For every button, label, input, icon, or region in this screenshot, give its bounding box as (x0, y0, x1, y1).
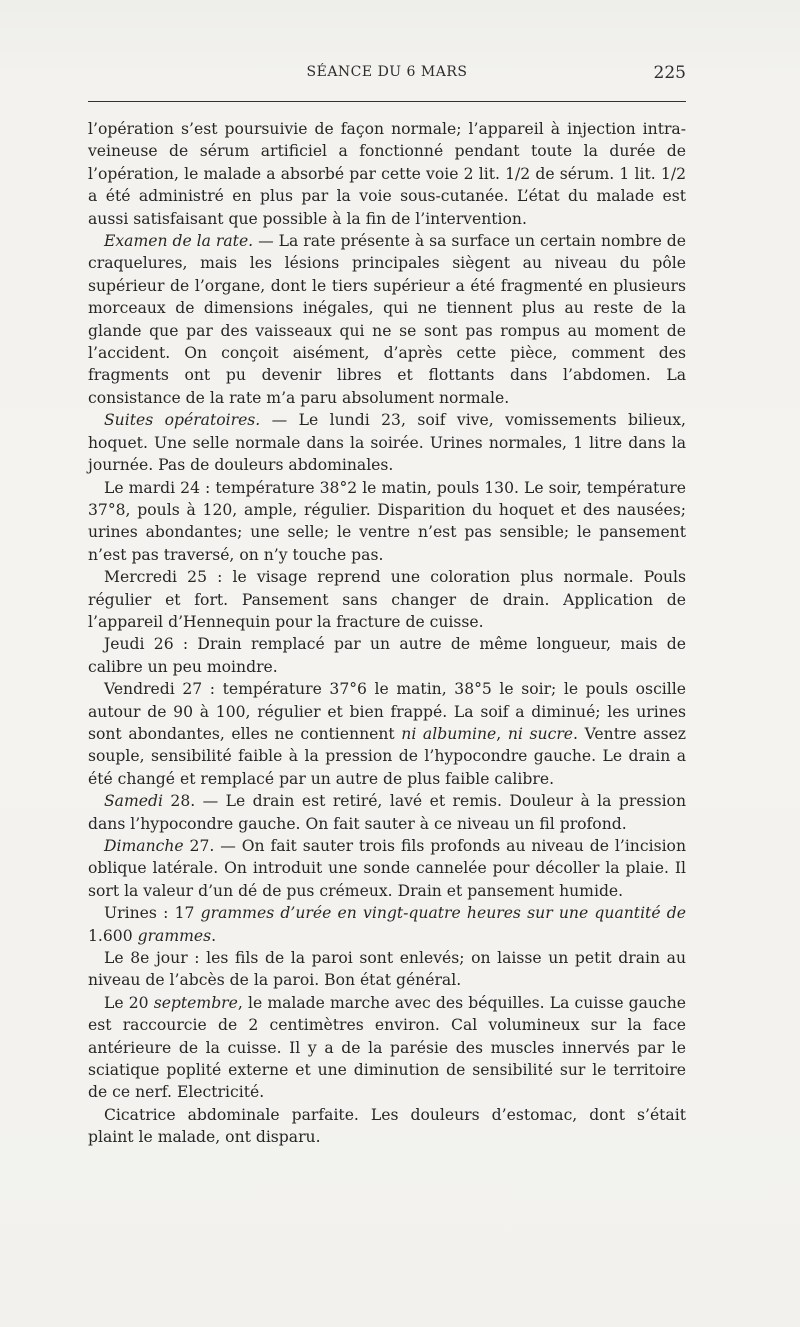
paragraph-text: . Ventre assez souple, sensibilité faible à la pression de l’hypocondre gauche. Le drain a été changé et remplacé par un autre de plus faible calibre. (88, 724, 687, 788)
paragraph-cicatrice (88, 1104, 686, 1149)
paragraph-text: Le 20 (104, 993, 154, 1012)
paragraph-vendredi (88, 678, 686, 790)
paragraph-text: Jeudi 26 : Drain remplacé par un autre de même longueur, mais de calibre un peu moindre. (88, 635, 686, 676)
paragraph-text: 28. — Le drain est retiré, lavé et remis. Douleur à la pression dans l’hypocondre gauche. On fait sauter à ce niveau un fil profond. (88, 792, 686, 833)
paragraph-text: 27. — On fait sauter trois fils profonds au niveau de l’incision oblique latérale. On introduit une sonde cannelée pour décoller la plaie. Il sort la valeur d’un dé de pus crémeux. Drain et pansement humide. (88, 837, 686, 900)
paragraph-mercredi (88, 566, 686, 633)
paragraph-lead-italic: Examen de la rate. (104, 232, 254, 251)
paragraph-text: Le mardi 24 : température 38°2 le matin, pouls 130. Le soir, température 37°8, pouls à 120, ample, régulier. Disparition du hoquet et des nausées; urines abondantes; une selle; le ventre n’est pas sensible; le pansement n’est pas traversé, on n’y touche pas. (88, 478, 686, 564)
paragraph-text: Vendredi 27 : température 37°6 le matin, 38°5 le soir; le pouls oscille autour de 90 à 100, régulier et bien frappé. La soif a diminué; les urines sont abondantes, elles ne contiennent (88, 680, 686, 743)
paragraph-italic: grammes (137, 926, 212, 945)
paragraph-italic: ni albumine (401, 724, 497, 743)
paragraph-text: Urines : 17 (104, 904, 201, 923)
paragraph-text: , le malade marche avec des béquilles. La cuisse gauche est raccourcie de 2 centimètres environ. Cal volumineux sur la face antérieure de la cuisse. Il y a de la parésie des muscles innervés par le sciatique poplité externe et une diminution de sensibilité sur le territoire de ce nerf. Electricité. (88, 993, 687, 1102)
page-number: 225 (653, 63, 686, 83)
page-header (88, 64, 686, 86)
paragraph-italic: septembre (153, 993, 238, 1012)
paragraph-text: Le 8e jour : les fils de la paroi sont enlevés; on laisse un petit drain au niveau de l’abcès de la paroi. Bon état général. (88, 949, 686, 990)
paragraph-text: Cicatrice abdominale parfaite. Les douleurs d’estomac, dont s’était plaint le malade, ont disparu. (88, 1105, 686, 1147)
header-rule (88, 101, 686, 102)
paragraph-italic: ni sucre (507, 724, 574, 743)
paragraph-text: l’opération s’est poursuivie de façon normale; l’appareil à injection intra-veineuse de sérum artificiel a fonctionné pendant toute la durée de l’opération, le malade a absorbé par cette voie 2 lit. 1/2 de sérum. 1 lit. 1/2 a été administré en plus par la voie sous-cutanée. L’état du malade est aussi satisfaisant que possible à la fin de l’intervention. (88, 120, 686, 228)
paragraph-text: — La rate présente à sa surface un certain nombre de craquelures, mais les lésions principales siègent au niveau du pôle supérieur de l’organe, dont le tiers supérieur a été fragmenté en plusieurs morceaux de dimensions inégales, qui ne tiennent plus au reste de la glande que par des vaisseaux qui ne se sont pas rompus au moment de l’accident. On conçoit aisément, d’après cette pièce, comment des fragments ont pu devenir libres et flottants dans l’abdomen. La consistance de la rate m’a paru absolument normale. (88, 232, 687, 407)
paragraph-septembre (88, 992, 686, 1104)
paragraph-suites-operatoires (88, 409, 686, 476)
body-text (88, 118, 686, 1149)
paragraph-text: , (496, 724, 508, 743)
paragraph-mardi (88, 477, 686, 567)
paragraph-dimanche (88, 835, 686, 902)
paragraph-text: — Le lundi 23, soif vive, vomissements bilieux, hoquet. Une selle normale dans la soirée. Urines normales, 1 litre dans la journée. Pas de douleurs abdominales. (88, 411, 686, 475)
paragraph-examen-rate (88, 230, 686, 409)
paragraph-urines (88, 902, 686, 947)
running-title: SÉANCE DU 6 MARS (306, 64, 468, 80)
paragraph-lead-italic: Dimanche (104, 837, 184, 855)
paragraph-jeudi (88, 633, 686, 678)
paragraph-text: . (211, 926, 217, 945)
paragraph-italic: grammes d’urée en vingt-quatre heures sur une quantité de (200, 904, 686, 923)
paragraph-samedi (88, 790, 686, 835)
paragraph-operation-continued (88, 118, 686, 230)
paragraph-text: Mercredi 25 : le visage reprend une coloration plus normale. Pouls régulier et fort. Pansement sans changer de drain. Application de l’appareil d’Hennequin pour la fracture de cuisse. (88, 568, 686, 631)
paragraph-text: 1.600 (88, 926, 138, 945)
paragraph-huitieme-jour (88, 947, 686, 992)
paragraph-lead-italic: Samedi (104, 792, 163, 811)
paragraph-lead-italic: Suites opératoires. (104, 411, 261, 430)
